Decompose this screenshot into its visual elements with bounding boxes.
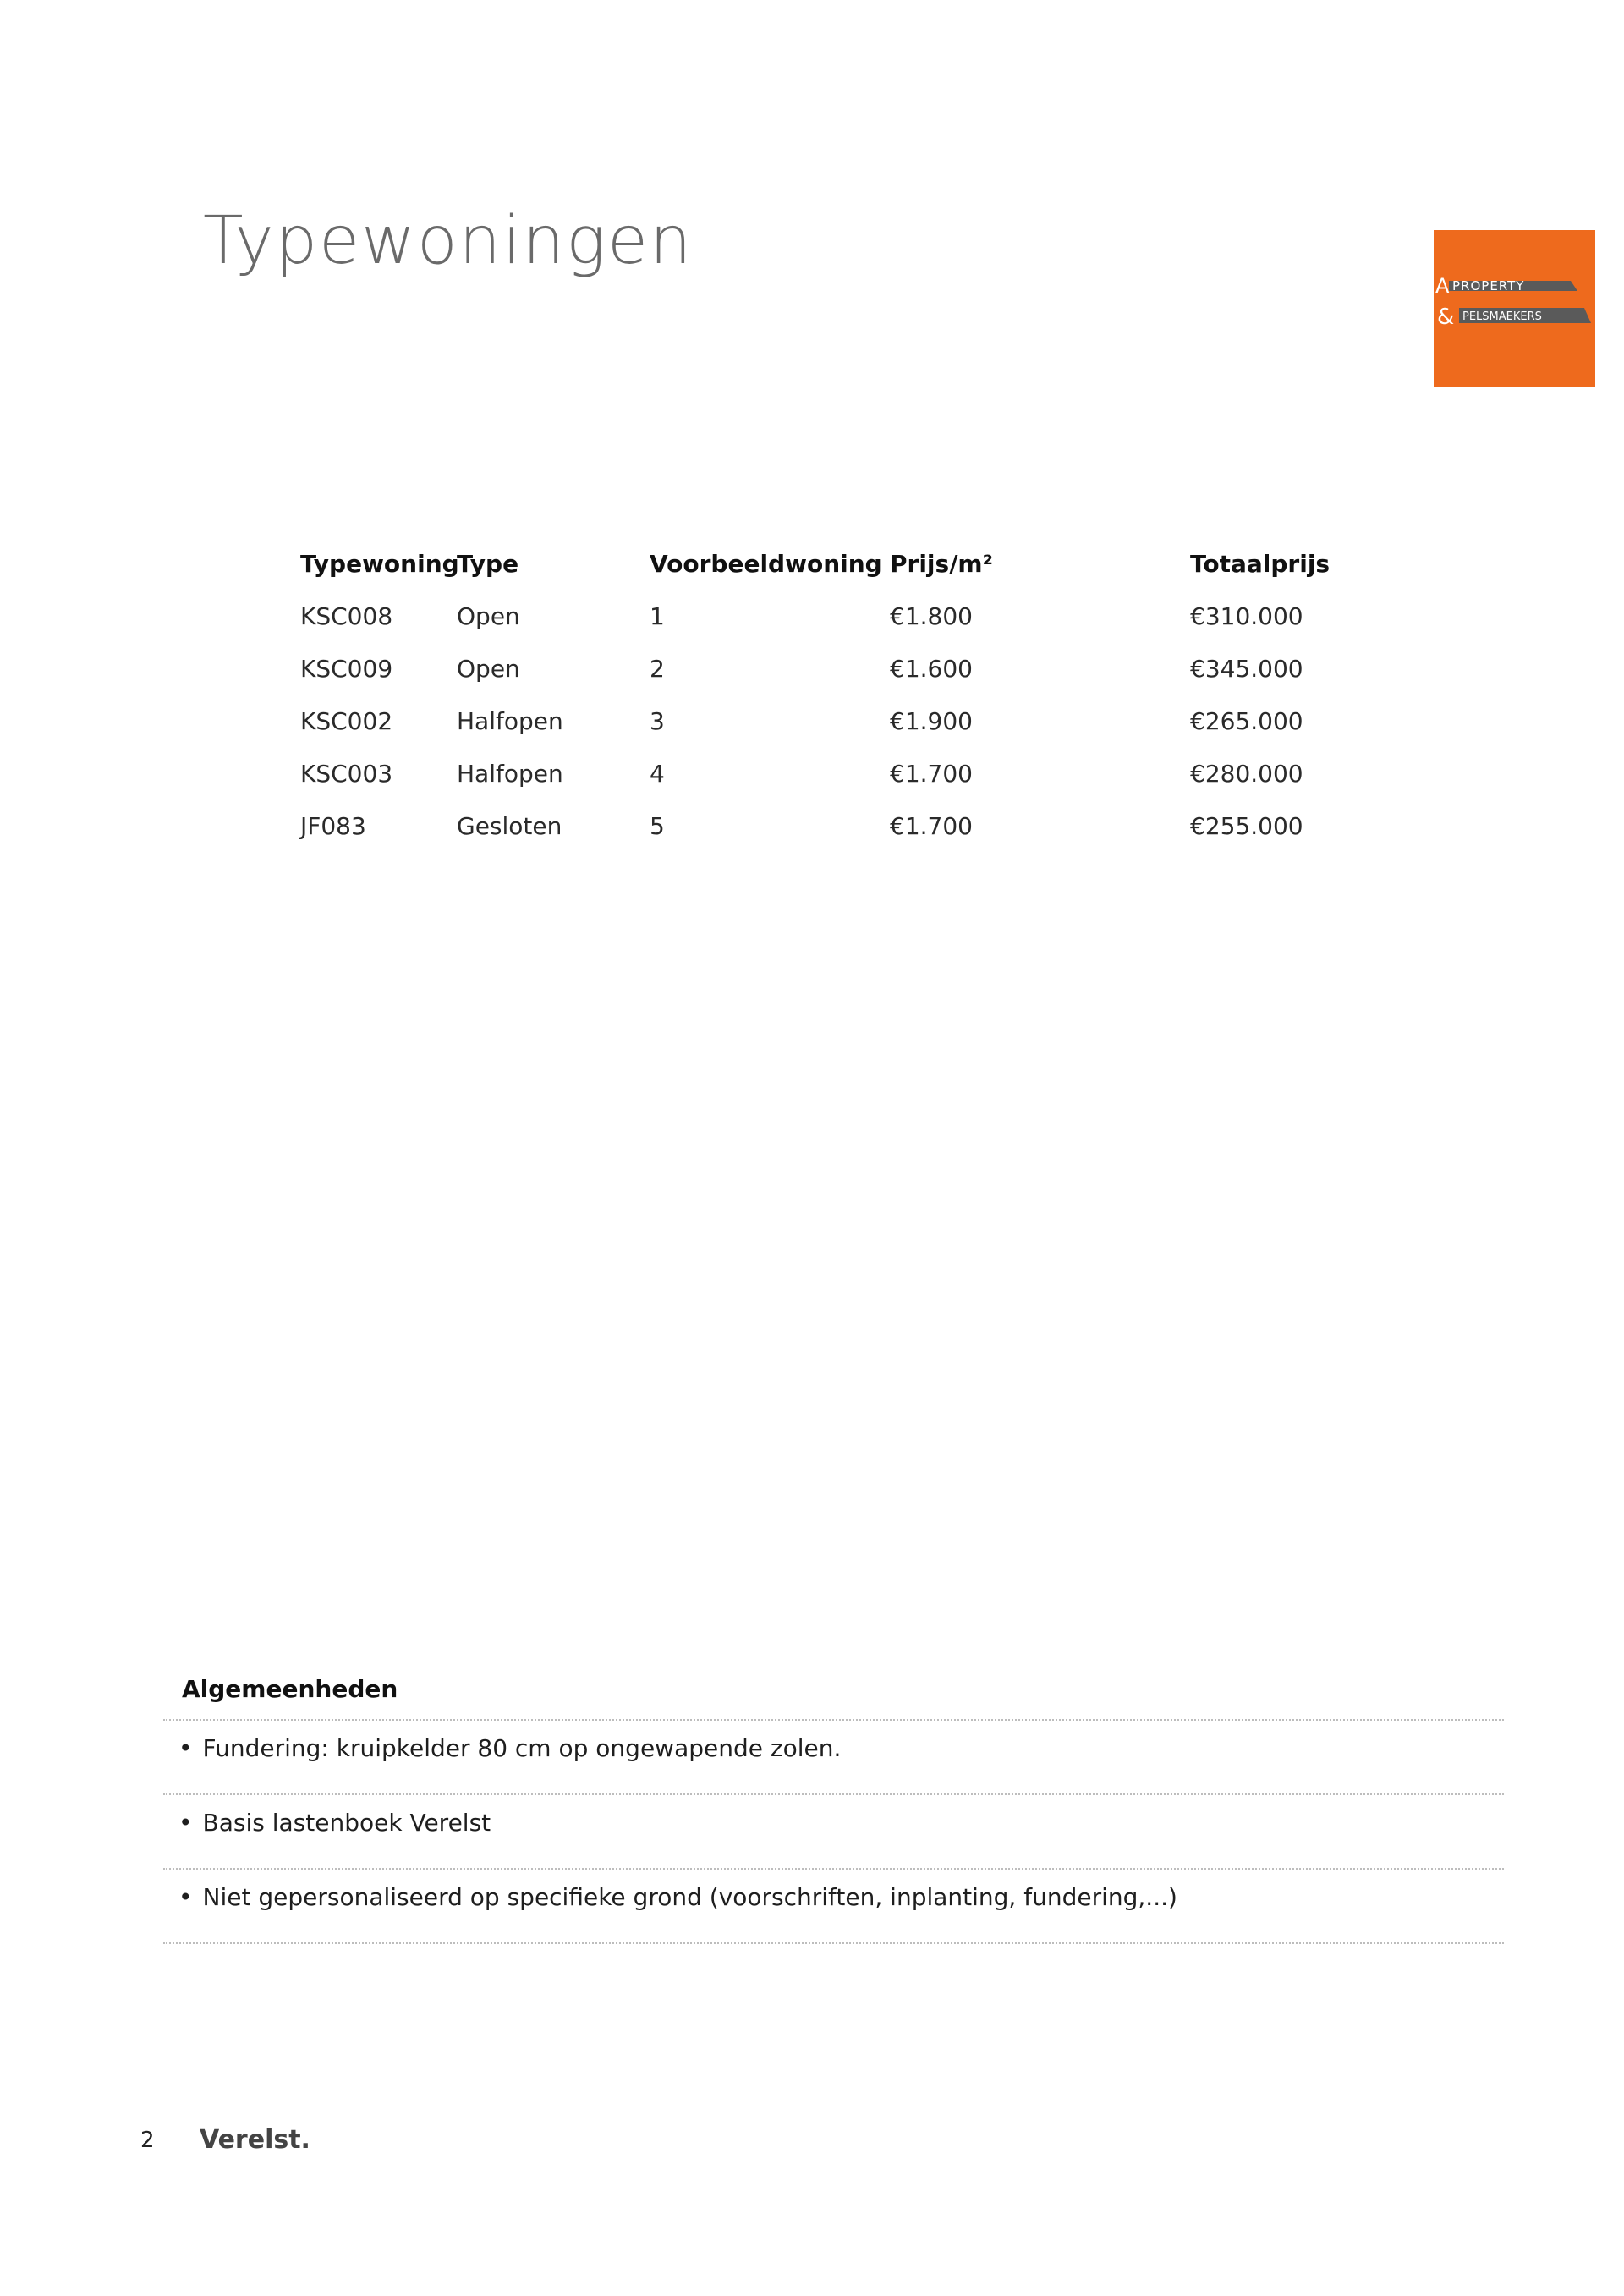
cell-typewoning: KSC008 [300,602,393,630]
page-number: 2 [140,2128,155,2153]
divider [163,1942,1504,1944]
cell-type: Halfopen [457,760,563,788]
list-item-text: Fundering: kruipkelder 80 cm op ongewapende zolen. [202,1734,842,1762]
logo-text-pelsmaekers: PELSMAEKERS [1462,310,1542,323]
cell-voorbeeldwoning: 2 [650,655,665,683]
cell-prijs-m2: €1.600 [890,655,973,683]
divider [163,1793,1504,1795]
list-item [178,1883,1177,1911]
cell-typewoning: KSC009 [300,655,393,683]
table-header-row [300,550,1400,584]
list-item-text: Niet gepersonaliseerd op specifieke grond (voorschriften, inplanting, fundering,...) [202,1883,1177,1911]
cell-typewoning: JF083 [300,812,366,840]
cell-prijs-m2: €1.900 [890,707,973,735]
cell-type: Open [457,655,520,683]
logo-initial-and: & [1437,305,1455,330]
cell-voorbeeldwoning: 1 [650,602,665,630]
table-row [300,707,1400,741]
table-row [300,602,1400,636]
bullet-icon: • [178,1734,193,1762]
section-title: Algemeenheden [182,1675,398,1703]
company-logo [1434,230,1595,387]
cell-prijs-m2: €1.700 [890,812,973,840]
logo-text-property: PROPERTY [1452,278,1525,294]
table-row [300,812,1400,846]
cell-totaalprijs: €255.000 [1190,812,1303,840]
bullet-icon: • [178,1809,193,1837]
cell-voorbeeldwoning: 4 [650,760,665,788]
cell-typewoning: KSC003 [300,760,393,788]
header-prijs-m2: Prijs/m² [890,550,993,578]
divider [163,1868,1504,1870]
list-item-text: Basis lastenboek Verelst [202,1809,491,1837]
list-item [178,1734,841,1762]
header-type: Type [457,550,519,578]
cell-type: Open [457,602,520,630]
cell-type: Halfopen [457,707,563,735]
cell-typewoning: KSC002 [300,707,393,735]
bullet-icon: • [178,1883,193,1911]
page-title: Typewoningen [203,203,694,279]
cell-totaalprijs: €345.000 [1190,655,1303,683]
cell-prijs-m2: €1.700 [890,760,973,788]
cell-totaalprijs: €265.000 [1190,707,1303,735]
brand-logo: Verelst. [200,2125,310,2155]
logo-initial-a: A [1435,274,1450,298]
cell-type: Gesloten [457,812,562,840]
cell-totaalprijs: €280.000 [1190,760,1303,788]
property-pelsmaekers-logo [1434,230,1595,387]
table-row [300,655,1400,689]
header-typewoning: Typewoning [300,550,459,578]
table-row [300,760,1400,794]
cell-voorbeeldwoning: 3 [650,707,665,735]
list-item [178,1809,491,1837]
cell-voorbeeldwoning: 5 [650,812,665,840]
cell-totaalprijs: €310.000 [1190,602,1303,630]
header-totaalprijs: Totaalprijs [1190,550,1330,578]
cell-prijs-m2: €1.800 [890,602,973,630]
divider [163,1719,1504,1721]
header-voorbeeldwoning: Voorbeeldwoning [650,550,882,578]
